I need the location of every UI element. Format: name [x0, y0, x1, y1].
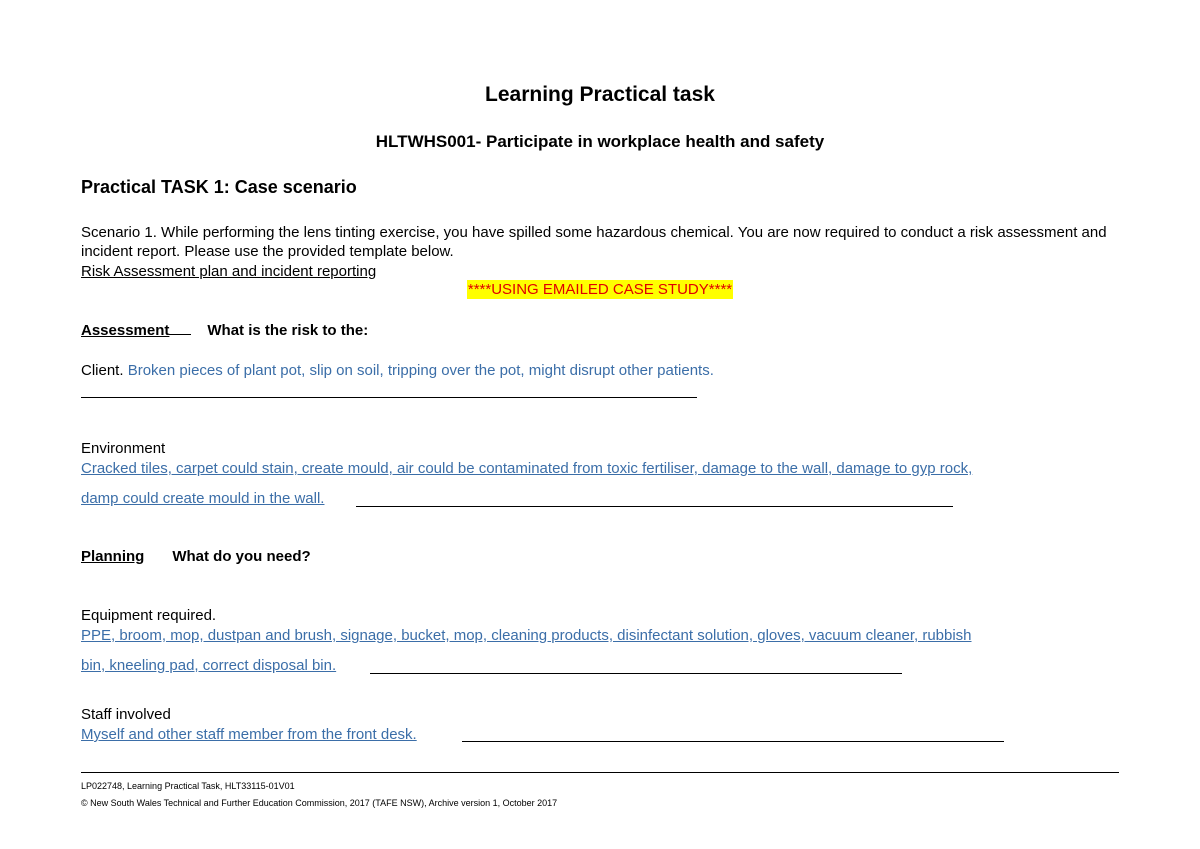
equipment-label: Equipment required.: [81, 607, 217, 624]
footer-doc-code: LP022748, Learning Practical Task, HLT33115-01V01: [81, 781, 295, 791]
client-answer[interactable]: Broken pieces of plant pot, slip on soil, tripping over the pot, might disrupt other patients.: [127, 362, 714, 379]
assessment-underline-gap: [169, 322, 191, 335]
assessment-question: What is the risk to the:: [207, 322, 369, 339]
environment-label: Environment: [81, 440, 166, 457]
environment-answer-line1[interactable]: Cracked tiles, carpet could stain, create mould, air could be contaminated from toxic fertiliser, damage to the wall, damage to gyp rock,: [81, 460, 973, 477]
assessment-heading: [81, 322, 368, 339]
planning-heading: [81, 548, 311, 565]
task-heading: Practical TASK 1: Case scenario: [81, 177, 357, 197]
highlight-note-wrap: [0, 281, 1200, 299]
equipment-answer-line: [370, 673, 902, 674]
footer-copyright: © New South Wales Technical and Further Education Commission, 2017 (TAFE NSW), Archive version 1, October 2017: [81, 798, 558, 808]
unit-subtitle: HLTWHS001- Participate in workplace health and safety: [375, 132, 825, 151]
scenario-text: Scenario 1. While performing the lens tinting exercise, you have spilled some hazardous chemical. You are now required to conduct a risk assessment and incident report. Please use the provided template below.: [81, 224, 1107, 260]
footer-divider: [81, 772, 1119, 773]
environment-answer-line2[interactable]: damp could create mould in the wall.: [81, 490, 325, 507]
planning-label: Planning: [81, 548, 145, 565]
equipment-answer-line2[interactable]: bin, kneeling pad, correct disposal bin.: [81, 657, 337, 674]
assessment-label: Assessment: [81, 322, 170, 339]
highlight-note: ****USING EMAILED CASE STUDY****: [467, 281, 733, 298]
document-title: Learning Practical task: [485, 83, 715, 106]
staff-label: Staff involved: [81, 706, 171, 723]
client-label: Client.: [81, 362, 124, 379]
staff-answer[interactable]: Myself and other staff member from the front desk.: [81, 726, 417, 743]
equipment-answer-line1[interactable]: PPE, broom, mop, dustpan and brush, signage, bucket, mop, cleaning products, disinfectant solution, gloves, vacuum cleaner, rubbish: [81, 627, 972, 644]
planning-question: What do you need?: [172, 548, 311, 565]
risk-plan-label: Risk Assessment plan and incident reporting: [81, 263, 377, 280]
client-answer-line: [81, 397, 697, 398]
environment-answer-line: [356, 506, 953, 507]
client-row: [81, 361, 714, 380]
staff-answer-line: [462, 741, 1004, 742]
